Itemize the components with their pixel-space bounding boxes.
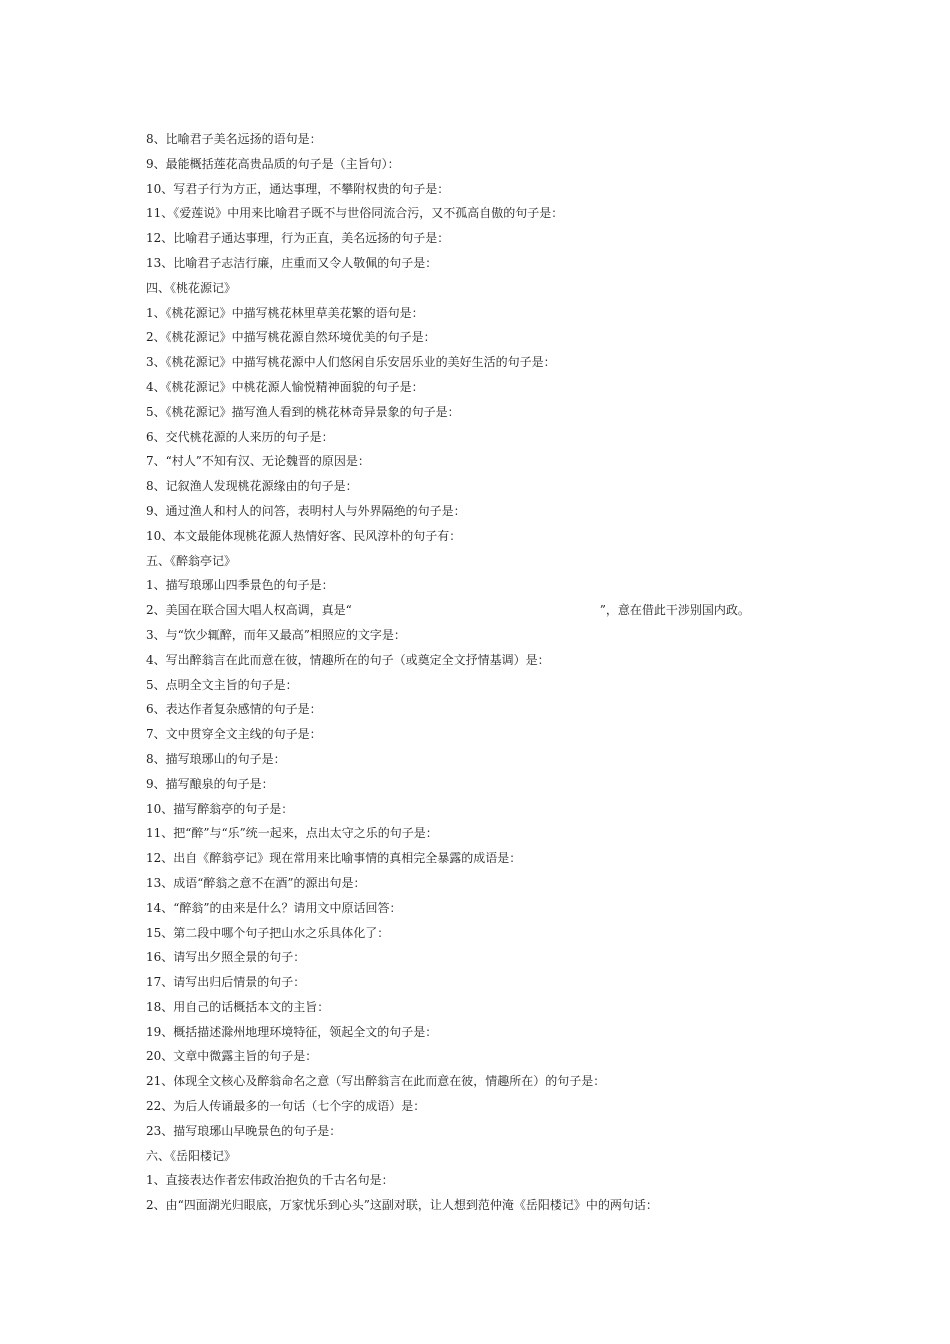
section-heading: 六、《岳阳楼记》: [146, 1148, 237, 1163]
question-line: 6、交代桃花源的人来历的句子是：: [146, 429, 334, 444]
question-line: 10、本文最能体现桃花源人热情好客、民风淳朴的句子有：: [146, 528, 462, 543]
question-line: 2、由“四面湖光归眼底，万家忧乐到心头”这副对联，让人想到范仲淹《岳阳楼记》中的两句话：: [146, 1198, 658, 1213]
question-line: 10、写君子行为方正，通达事理，不攀附权贵的句子是：: [146, 181, 450, 196]
question-line: 7、“村人”不知有汉、无论魏晋的原因是：: [146, 454, 370, 469]
question-line: 8、记叙渔人发现桃花源缘由的句子是：: [146, 479, 358, 494]
blank-line-before: 2、美国在联合国大唱人权高调，真是“: [146, 603, 352, 618]
section-heading: 四、《桃花源记》: [146, 280, 237, 295]
question-line: 7、文中贯穿全文主线的句子是：: [146, 727, 322, 742]
question-line: 16、请写出夕照全景的句子：: [146, 950, 306, 965]
question-line: 5、《桃花源记》描写渔人看到的桃花林奇异景象的句子是：: [146, 404, 460, 419]
question-line: 3、与“饮少辄醉，而年又最高”相照应的文字是：: [146, 627, 406, 642]
question-list: [146, 127, 926, 1218]
question-line: 22、为后人传诵最多的一句话（七个字的成语）是：: [146, 1099, 426, 1114]
section-heading: 五、《醉翁亭记》: [146, 553, 237, 568]
question-line: 13、比喻君子志洁行廉，庄重而又令人敬佩的句子是：: [146, 255, 438, 270]
fill-in-blank-line: [146, 598, 926, 623]
question-line: 21、体现全文核心及醉翁命名之意（写出醉翁言在此而意在彼，情趣所在）的句子是：: [146, 1074, 606, 1089]
question-line: 6、表达作者复杂感情的句子是：: [146, 702, 322, 717]
blank-line-after: ”，意在借此干涉别国内政。: [599, 603, 750, 618]
question-line: 1、描写琅琊山四季景色的句子是：: [146, 578, 334, 593]
question-line: 1、《桃花源记》中描写桃花林里草美花繁的语句是：: [146, 305, 424, 320]
question-line: 4、《桃花源记》中桃花源人愉悦精神面貌的句子是：: [146, 379, 424, 394]
question-line: 4、写出醉翁言在此而意在彼，情趣所在的句子（或奠定全文抒情基调）是：: [146, 652, 550, 667]
question-line: 12、比喻君子通达事理，行为正直，美名远扬的句子是：: [146, 231, 450, 246]
question-line: 17、请写出归后情景的句子：: [146, 975, 306, 990]
question-line: 14、“醉翁”的由来是什么？请用文中原话回答：: [146, 900, 402, 915]
question-line: 11、《爱莲说》中用来比喻君子既不与世俗同流合污，又不孤高自傲的句子是：: [146, 206, 564, 221]
question-line: 20、文章中微露主旨的句子是：: [146, 1049, 318, 1064]
question-line: 8、描写琅琊山的句子是：: [146, 751, 286, 766]
question-line: 9、最能概括莲花高贵品质的句子是（主旨句）：: [146, 156, 400, 171]
question-line: 5、点明全文主旨的句子是：: [146, 677, 298, 692]
question-line: 18、用自己的话概括本文的主旨：: [146, 999, 330, 1014]
question-line: 12、出自《醉翁亭记》现在常用来比喻事情的真相完全暴露的成语是：: [146, 851, 522, 866]
question-line: 15、第二段中哪个句子把山水之乐具体化了：: [146, 925, 390, 940]
question-line: 8、比喻君子美名远扬的语句是：: [146, 132, 322, 146]
question-line: 10、描写醉翁亭的句子是：: [146, 801, 294, 816]
question-line: 19、概括描述滁州地理环境特征，领起全文的句子是：: [146, 1024, 438, 1039]
question-line: 23、描写琅琊山早晚景色的句子是：: [146, 1123, 342, 1138]
question-line: 9、通过渔人和村人的问答，表明村人与外界隔绝的句子是：: [146, 503, 466, 518]
question-line: 1、直接表达作者宏伟政治抱负的千古名句是：: [146, 1173, 394, 1188]
question-line: 11、把“醉”与“乐”统一起来，点出太守之乐的句子是：: [146, 826, 438, 841]
question-line: 9、描写酿泉的句子是：: [146, 776, 274, 791]
question-line: 2、《桃花源记》中描写桃花源自然环境优美的句子是：: [146, 330, 436, 345]
question-line: 13、成语“醉翁之意不在酒”的源出句是：: [146, 875, 366, 890]
question-line: 3、《桃花源记》中描写桃花源中人们悠闲自乐安居乐业的美好生活的句子是：: [146, 355, 556, 370]
